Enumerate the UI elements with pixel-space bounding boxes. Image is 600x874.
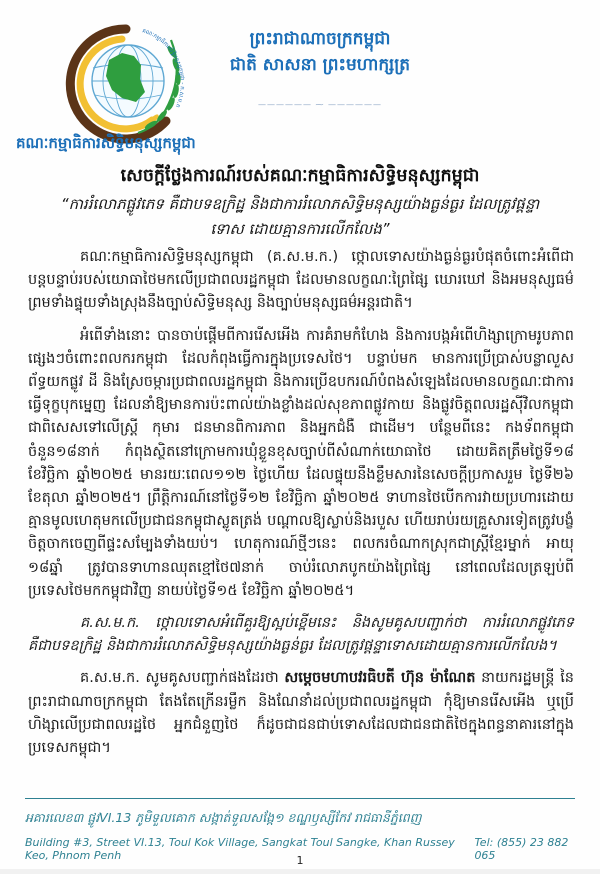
globe-icon (92, 45, 164, 117)
footer-telephone: Tel: (855) 23 882 065 (474, 836, 569, 862)
paragraph-1: គណៈកម្មាធិការសិទ្ធិមនុស្សកម្ពុជា (គ.ស.ម.ក.) ថ្កោលទោសយ៉ាងធ្ងន់ធ្ងរបំផុតចំពោះអំពើជាបន្តបន្ទាប់របស់យោធាថៃមកលើប្រជាពលរដ្ឋកម្ពុជា ដែលមានលក្ខណៈព្រៃផ្សៃ ឃោរឃៅ និងអមនុស្សធម៌ ព្រមទាំងផ្ទុយទាំងស្រុងនឹងច្បាប់សិទ្ធិមនុស្ស និងច្បាប់មនុស្សធម៌អន្តរជាតិ។ (28, 249, 574, 312)
kingdom-line1: ព្រះរាជាណាចក្រកម្ពុជា (249, 29, 391, 49)
logo-arc-caption: គណៈកម្មាធិការសិទ្ធិមនុស្សកម្ពុជា - ក.ស.ម.ក (141, 28, 185, 109)
statement-body (28, 246, 574, 769)
header-divider-ornament: —————— ⁓ —————— (257, 100, 383, 109)
committee-emblem-icon (50, 24, 190, 149)
page-subtitle: “ការរំលោភផ្លូវភេទ គឺជាបទឧក្រិដ្ឋ និងជាការរំលោភសិទ្ធិមនុស្សយ៉ាងធ្ងន់ធ្ងរ ដែលត្រូវផ្តន្ទាទោស ដោយគ្មានការលើកលែង” (60, 195, 540, 238)
page-number: 1 (296, 854, 304, 867)
paragraph-2: អំពើទាំងនោះ បានចាប់ផ្តើមពីការរើសអើង ការគំរាមកំហែង និងការបង្កអំពើហិង្សាក្រោមរូបភាពផ្សេងៗចំពោះពលករកម្ពុជា ដែលកំពុងធ្វើការក្នុងប្រទេសថៃ។ បន្ទាប់មក មានការប្រើប្រាស់បន្លាលួសព័ទ្ធយកផ្លូវ ដី និងស្រែចម្ការប្រជាពលរដ្ឋកម្ពុជា និងការប្រើឧបករណ៍បំពងសំឡេងដែលមានលក្ខណៈជាការធ្វើទុក្ខបុកម្នេញ ដែលនាំឱ្យមានការប៉ះពាល់យ៉ាងខ្លាំងដល់សុខភាពផ្លូវកាយ និងផ្លូវចិត្តពលរដ្ឋស៊ីវិលកម្ពុជា ជាពិសេសទៅលើស្ត្រី កុមារ ជនមានពិការភាព និងអ្នកជំងឺ ជាដើម។ បន្ថែមពីនេះ កងទ័ពកម្ពុជាចំនួន១៨នាក់ កំពុងស្ថិតនៅក្រោមការឃុំខ្លួនខុសច្បាប់ពីសំណាក់យោធាថៃ ដោយគិតត្រឹមថ្ងៃទី១៨ ខែវិច្ឆិកា ឆ្នាំ២០២៥ មានរយៈពេល១១២ ថ្ងៃហើយ ដែលផ្ទុយនឹងខ្លឹមសារនៃសេចក្តីប្រកាសរួម ថ្ងៃទី២៦ ខែតុលា ឆ្នាំ២០២៥។ ព្រឹត្តិការណ៍នៅថ្ងៃទី១២ ខែវិច្ឆិកា ឆ្នាំ២០២៥ ទាហានថៃបើកការវាយប្រហារដោយគ្មានមូលហេតុមកលើប្រជាជនកម្ពុជាស្លូតត្រង់ បណ្តាលឱ្យស្លាប់និងរបួស ហើយរាប់រយគ្រួសារទៀតត្រូវបង្ខំចិត្តចាកចេញពីផ្ទះសម្បែងទាំងយប់។ ហេតុការណ៍ថ្មីៗនេះ ពលករចំណាកស្រុកជាស្ត្រីខ្មែរម្នាក់ អាយុ ១៨ឆ្នាំ ត្រូវបានទាហានឈុតខ្មៅថៃ៧នាក់ ចាប់រំលោភបូកយ៉ាងព្រៃផ្សៃ នៅពេលដែលត្រឡប់ពីប្រទេសថៃមកកម្ពុជាវិញ នាយប់ថ្ងៃទី១៥ ខែវិច្ឆិកា ឆ្នាំ២០២៥។ (28, 327, 574, 599)
footer-address-khmer: អគារលេខ៣ ផ្លូវVI.13 ភូមិទួលគោក សង្កាត់ទួលសង្កែ១ ខណ្ឌឫស្សីកែវ រាជធានីភ្នំពេញ (25, 810, 422, 825)
committee-logo (50, 24, 190, 149)
paragraph-4-rest: នាយករដ្ឋមន្ត្រី នៃព្រះរាជាណាចក្រកម្ពុជា តែងតែក្រើនរម្លឹក និងណែនាំដល់ប្រជាពលរដ្ឋកម្ពុជា កុំឱ្យមានរើសអើង ឬប្រើហិង្សាលើប្រជាពលរដ្ឋថៃ អ្នកជំនួញថៃ ក៏ដូចជាជនជាប់ទោសដែលជាជនជាតិថៃក្នុងពន្ធនាគារនៅក្នុងប្រទេសកម្ពុជា។ (28, 670, 575, 757)
kingdom-line2: ជាតិ សាសនា ព្រះមហាក្សត្រ (229, 55, 411, 75)
page-title: សេចក្តីថ្លែងការណ៍របស់គណៈកម្មាធិការសិទ្ធិមនុស្សកម្ពុជា (120, 166, 480, 186)
footer-divider (25, 798, 575, 799)
committee-name: គណៈកម្មាធិការសិទ្ធិមនុស្សកម្ពុជា (16, 134, 196, 152)
paragraph-3: គ.ស.ម.ក. ថ្កោលទោសអំពើគួរឱ្យស្អប់ខ្ពើមនេះ និងសូមគូសបញ្ជាក់ថា ការរំលោភផ្លូវភេទ គឺជាបទឧក្រិដ្ឋ និងជាការរំលោភសិទ្ធិមនុស្សយ៉ាងធ្ងន់ធ្ងរ ដែលត្រូវផ្តន្ទាទោសដោយគ្មានការលើកលែង។ (28, 615, 574, 655)
footer-address-english: Building #3, Street VI.13, Toul Kok Village, Sangkat Toul Sangke, Khan Russey Keo, Phnom Penh (25, 836, 455, 862)
paragraph-4-lead: គ.ស.ម.ក. សូមគូសបញ្ជាក់ផងដែរថា (80, 670, 285, 687)
paragraph-4 (28, 667, 574, 760)
page-bottom-edge (0, 869, 600, 874)
prime-minister-name: សម្តេចមហាបវរធិបតី ហ៊ុន ម៉ាណែត (284, 670, 476, 687)
